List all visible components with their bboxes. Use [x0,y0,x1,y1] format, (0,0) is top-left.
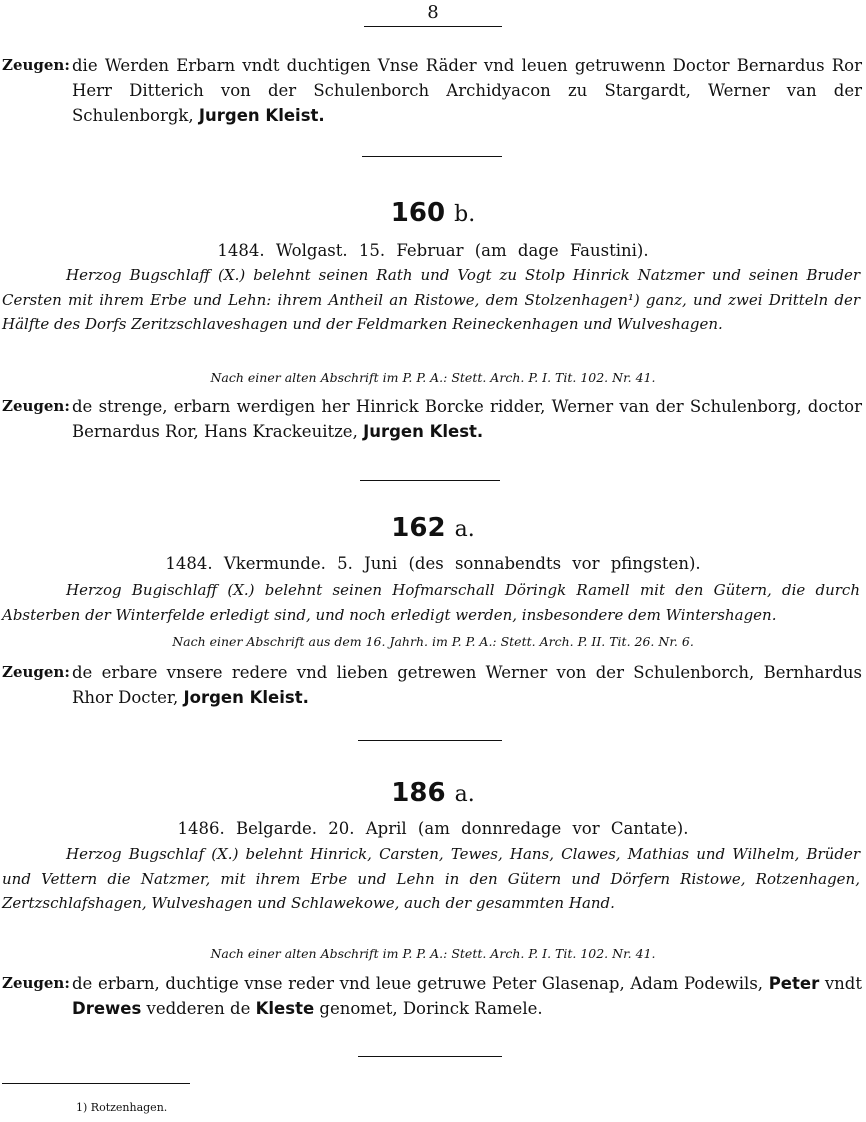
document-witness-block [0,660,862,710]
witness-name-bold: Kleste [255,999,315,1018]
document-witness-block [0,394,862,444]
section-divider [358,1056,502,1057]
document-source: Nach einer alten Abschrift im P. P. A.: Stett. Arch. P. I. Tit. 102. Nr. 41. [210,946,656,961]
document-regest: Herzog Bugschlaf (X.) belehnt Hinrick, Carsten, Tewes, Hans, Clawes, Mathias und Wilhelm, Brüder und Vettern die Natzmer, mit ihrem Erbe und Lehn in den Gütern und Dörfern Ristowe, Rotzenhagen, Zertzschlafshagen, Wulveshagen und Schlawekowe, auch der gesammten Hand. [2,845,860,912]
witness-names: vndt [824,974,862,993]
section-divider [362,156,502,157]
document-regest: Herzog Bugischlaff (X.) belehnt seinen Hofmarschall Döringk Ramell mit den Gütern, die durch Absterben der Winterfelde erledigt sind, und noch erledigt werden, insbesondere dem Wintershagen. [2,581,860,624]
document-date: 1486. Belgarde. 20. April (am donnredage vor Cantate). [177,819,689,838]
footnote: 1) Rotzenhagen. [76,1101,168,1114]
witness-names: die Werden Erbarn vndt duchtigen Vnse Räder vnd leuen getruwenn Doctor Bernardus Ror Herr Ditterich von der Schulenborch Archidyacon zu Stargardt, Werner van der Schulenborgk, [72,56,862,125]
witness-names: de erbarn, duchtige vnse reder vnd leue getruwe Peter Glasenap, Adam Podewils, [72,974,764,993]
document-date: 1484. Vkermunde. 5. Juni (des sonnabendts vor pfingsten). [165,554,701,573]
document-number: 162 a. [391,513,475,543]
witness-name-bold: Drewes [72,999,142,1018]
footnote-rule [2,1083,190,1084]
header-rule [364,26,502,27]
section-divider [358,740,502,741]
witness-names: de erbare vnsere redere vnd lieben getrewen Werner von der Schulenborch, Bernhardus Rhor Docter, [72,663,862,707]
witness-names: de strenge, erbarn werdigen her Hinrick Borcke ridder, Werner van der Schulenborg, doctor Bernardus Ror, Hans Krackeuitze, [72,397,862,441]
witness-name-bold: Jurgen Klest. [363,422,484,441]
witness-text [72,660,862,710]
document-source: Nach einer Abschrift aus dem 16. Jahrh. im P. P. A.: Stett. Arch. P. II. Tit. 26. Nr. 6. [172,634,694,649]
witness-label: Zeugen: [2,397,70,415]
document-number: 186 a. [391,778,475,808]
witness-name-bold: Peter [768,974,820,993]
witness-text [72,394,862,444]
document-regest: Herzog Bugschlaff (X.) belehnt seinen Rath und Vogt zu Stolp Hinrick Natzmer und seinen Bruder Cersten mit ihrem Erbe und Lehn: ihrem Antheil an Ristowe, dem Stolzenhagen¹) ganz, und zwei Dritteln der Hälfte des Dorfs Zeritzschlaveshagen und der Feldmarken Reineckenhagen und Wulveshagen. [2,266,860,333]
witness-label: Zeugen: [2,663,70,681]
page-number: 8 [427,2,439,23]
document-date: 1484. Wolgast. 15. Februar (am dage Faustini). [217,241,649,260]
section-divider [360,480,500,481]
witness-names: genomet, Dorinck Ramele. [319,999,543,1018]
document-witness-block [0,971,862,1021]
document-source: Nach einer alten Abschrift im P. P. A.: Stett. Arch. P. I. Tit. 102. Nr. 41. [210,370,656,385]
intro-witness-block [0,53,862,128]
witness-label: Zeugen: [2,56,70,74]
witness-name-bold: Jurgen Kleist. [198,106,325,125]
witness-label: Zeugen: [2,974,70,992]
witness-names: vedderen de [146,999,251,1018]
document-number: 160 b. [390,198,476,228]
witness-text [72,971,862,1021]
witness-name-bold: Jorgen Kleist. [183,688,309,707]
witness-text [72,53,862,128]
